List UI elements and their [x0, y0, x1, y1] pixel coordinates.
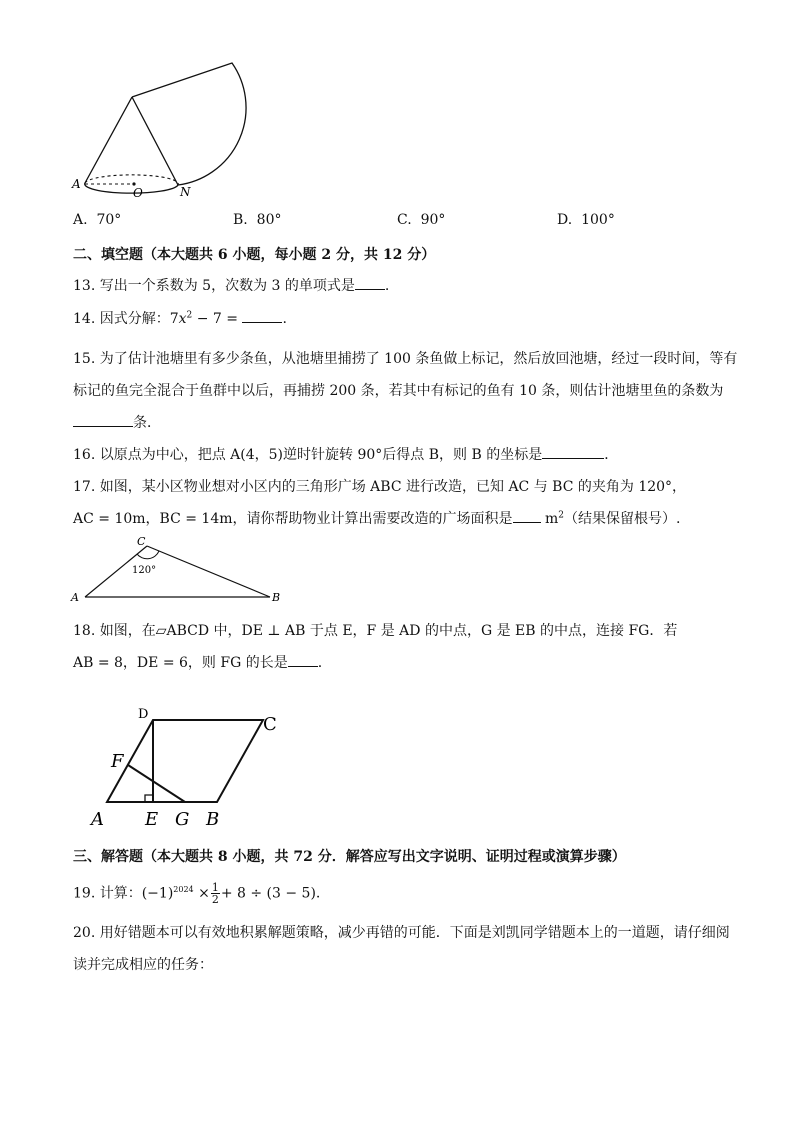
- question-14: 14. 因式分解：$7x^2 - 7$ = .: [73, 310, 287, 327]
- section-3-heading: 三、解答题（本大题共 8 小题，共 72 分．解答应写出文字说明、证明过程或演算步骤）: [73, 849, 626, 865]
- question-17-line-1: 17. 如图，某小区物业想对小区内的三角形广场 ABC 进行改造，已知 AC 与 BC 的夹角为 120°，: [73, 479, 687, 495]
- sector-arc: [132, 63, 246, 185]
- question-18-line-2: AB = 8，DE = 6，则 FG 的长是 .: [73, 655, 323, 671]
- question-18-line-1: 18. 如图，在▱ABCD 中，DE ⊥ AB 于点 E，F 是 AD 的中点，G 是 EB 的中点，连接 FG．若: [73, 623, 678, 639]
- cone-left-slant: [85, 97, 132, 183]
- label-e: E: [145, 809, 159, 830]
- parallelogram-abcd: [107, 720, 263, 802]
- question-15-line-1: 15. 为了估计池塘里有多少条鱼，从池塘里捕捞了 100 条鱼做上标记，然后放回池塘，经过一段时间，等有: [73, 351, 738, 367]
- option-b: B. 80°: [233, 212, 282, 228]
- question-15-line-3: 条．: [73, 412, 161, 432]
- parallelogram-figure: [85, 700, 285, 830]
- section-2-heading: 二、填空题（本大题共 6 小题，每小题 2 分，共 12 分）: [73, 247, 436, 263]
- label-a: A: [72, 177, 81, 191]
- question-19: 19. 计算：$(-1)^{2024}$ × $\frac{1}{2}$ + 8 ÷ (3 − 5).: [73, 881, 321, 907]
- angle-label: 120°: [132, 565, 157, 576]
- option-a: A. 70°: [73, 212, 122, 228]
- label-b: B: [272, 591, 281, 604]
- label-c: C: [137, 535, 146, 548]
- question-17-line-2: AC = 10m，BC = 14m，请你帮助物业计算出需要改造的广场面积是 $m^2$（结果保留根号）.: [73, 510, 681, 527]
- segment-fg: [128, 765, 185, 802]
- right-angle-mark: [145, 795, 153, 802]
- label-b: B: [206, 809, 220, 830]
- question-20-line-1: 20. 用好错题本可以有效地积累解题策略，减少再错的可能．下面是刘凯同学错题本上的一道题，请仔细阅: [73, 925, 730, 941]
- option-c: C. 90°: [397, 212, 446, 228]
- side-cb: [147, 546, 270, 597]
- label-n: N: [180, 185, 191, 199]
- label-d: D: [138, 707, 149, 722]
- cone-sector-figure: [60, 55, 260, 205]
- label-f: F: [111, 751, 124, 772]
- label-c: C: [263, 714, 277, 735]
- cone-right-slant: [132, 97, 178, 185]
- base-front-arc: [85, 183, 178, 193]
- option-d: D. 100°: [557, 212, 615, 228]
- base-back-arc: [85, 175, 178, 185]
- question-20-line-2: 读并完成相应的任务：: [73, 957, 213, 973]
- label-o: O: [133, 186, 143, 200]
- label-a: A: [71, 591, 79, 604]
- label-a: A: [91, 809, 104, 830]
- triangle-figure: [65, 533, 295, 608]
- question-15-line-2: 标记的鱼完全混合于鱼群中以后，再捕捞 200 条，若其中有标记的鱼有 10 条，则估计池塘里鱼的条数为: [73, 383, 724, 399]
- question-13: 13. 写出一个系数为 5，次数为 3 的单项式是 .: [73, 278, 390, 294]
- question-16: 16. 以原点为中心，把点 A(4，5)逆时针旋转 90°后得点 B，则 B 的坐标是 ．: [73, 447, 619, 463]
- label-g: G: [175, 809, 190, 830]
